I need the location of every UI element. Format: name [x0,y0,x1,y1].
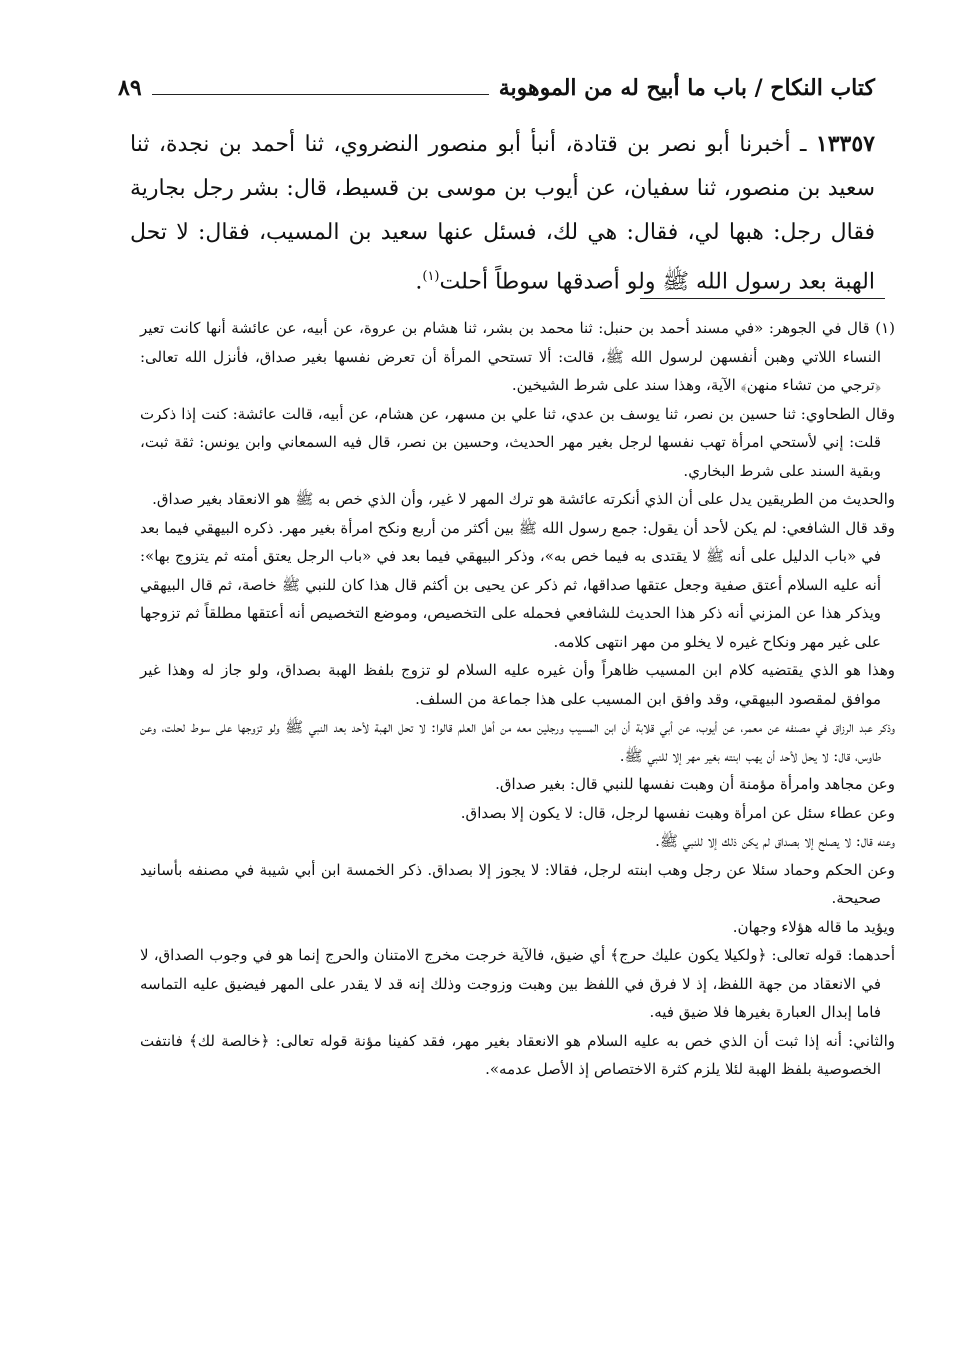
footnote-paragraph: والثاني: أنه إذا ثبت أن الذي خص به عليه السلام هو الانعقاد بغير مهر، فقد كفينا مؤنة قوله تعالى: ﴿خالصة لك﴾ فانتفت الخصوصية بلفظ الهبة لئلا يلزم كثرة الاختصاص إذ الأصل عدمه». [140,1031,895,1078]
footnote-separator [640,298,885,299]
page-number: ٨٩ [118,75,142,101]
footnote-paragraph: وعن مجاهد وامرأة مؤمنة أن وهبت نفسها للنبي قال: بغير صداق. [495,775,895,793]
footnote-paragraph: وهذا هو الذي يقتضيه كلام ابن المسيب ظاهراً وأن غيره عليه السلام لو تزوج بلفظ الهبة بصداق، ولو جاز له وهذا غير موافق لمقصود البيهقي، وقد وافق ابن المسيب على هذا جماعة من السلف. [140,661,895,708]
footnote-paragraph: أحدهما: قوله تعالى: ﴿ولكيلا يكون عليك حرج﴾ أي ضيق، فالآية خرجت مخرج الامتنان والحرج إنما هو في وجوب الصداق، لا في الانعقاد من جهة اللفظ، إذ لا فرق في اللفظ بين وهبت وزوجت وذلك إنه قد لا يقدر على المهر فيضيق عليه التماسه فاما إبدال العبارة بغيرها فلا ضيق فيه. [140,946,895,1021]
final-period: . [415,269,423,295]
footnote-paragraph: وعن عطاء سئل عن امرأة وهبت نفسها لرجل، قال: لا يكون إلا بصداق. [460,803,895,822]
hadith-body: ـ أخبرنا أبو نصر بن قتادة، أنبأ أبو منصور النضروي، ثنا أحمد بن نجدة، ثنا سعيد بن منصور، ثنا سفيان، عن أيوب بن موسى بن قسيط، قال: بشر رجل بجارية فقال رجل: هبها لي، فقال: هي لك، فسئل عنها سعيد بن المسيب، فقال: لا تحل الهبة بعد رسول الله ﷺ ولو أصدقها سوطاً أحلت [130,132,875,295]
footnote-paragraph: وذكر عبد الرزاق في مصنفه عن معمر، عن أيوب، عن أبي قلابة أن ابن المسيب ورجلين معه من أهل العلم قالوا: لا تحل الهبة لأحد بعد النبي ﷺ ولو تزوجها على سوط لحلت، وعن طاوس، قال: لا يحل لأحد أن يهب ابنته بغير مهر إلا للنبي ﷺ. [140,718,895,765]
footnote-paragraph: وعنه قال: لا يصلح إلا بصداق لم يكن ذلك إلا للنبي ﷺ. [655,832,895,850]
footnote-paragraph: ويؤيد ما قاله هؤلاء وجهان. [732,917,895,936]
header-rule [152,94,489,95]
footnote-marker: (١) [422,269,440,284]
page-header [118,70,875,106]
footnotes-section [140,314,895,1084]
footnote-paragraph: وقال الطحاوي: ثنا حسين بن نصر، ثنا يوسف بن عدي، ثنا علي بن مسهر، عن هشام، عن أبيه، قالت عائشة: كنت إذا ذكرت قلت: إني لأستحي امرأة تهب نفسها لرجل بغير مهر الحديث، وحسين بن نصر، قال فيه السمعاني وابن يونس: ثقة ثبت، وبقية السند على شرط البخاري. [140,404,895,480]
footnote-paragraph: وعن الحكم وحماد سئلا عن رجل وهب ابنته لرجل، فقالا: لا يجوز إلا بصداق. ذكر الخمسة ابن أبي شيبة في مصنفه بأسانيد صحيحة. [140,860,895,907]
footnote-paragraph: (١) قال في الجوهر: «في مسند أحمد بن حنبل: ثنا محمد بن بشر، ثنا هشام بن عروة، عن أبيه، عن عائشة أنها كانت تعير النساء اللاتي وهبن أنفسهن لرسول الله ﷺ، قالت: ألا تستحي المرأة أن تعرض نفسها بغير صداق، فأنزل الله تعالى: ﴿ترجي من تشاء منهن﴾ الآية، وهذا سند على شرط الشيخين. [140,319,895,394]
hadith-number: ١٣٣٥٧ [815,131,875,157]
running-title: كتاب النكاح / باب ما أبيح له من الموهوبة [498,75,875,101]
footnote-paragraph: وقد قال الشافعي: لم يكن لأحد أن يقول: جمع رسول الله ﷺ بين أكثر من أربع ونكح امرأة بغير مهر. ذكره البيهقي فيما بعد في «باب الدليل على أنه ﷺ لا يقتدى به فيما خص به»، وذكر البيهقي فيما بعد في «باب الرجل يعتق أمته ثم يتزوج بها»: أنه عليه السلام أعتق صفية وجعل عتقها صداقها، ثم ذكر عن يحيى بن أكثم قال هذا كان للنبي ﷺ خاصة، ثم قال البيهقي ويذكر هذا عن المزني أنه ذكر هذا الحديث للشافعي فحمله على التخصيص، وموضع التخصيص أنه أعتقها مطلقاً ثم تزوجها على غير مهر ونكاح غيره لا يخلو من مهر انتهى كلامه. [140,518,895,651]
hadith-text [130,122,875,304]
footnote-paragraph: والحديث من الطريقين يدل على أن الذي أنكرته عائشة هو ترك المهر لا غير، وأن الذي خص به ﷺ هو الانعقاد بغير صداق. [152,490,895,508]
